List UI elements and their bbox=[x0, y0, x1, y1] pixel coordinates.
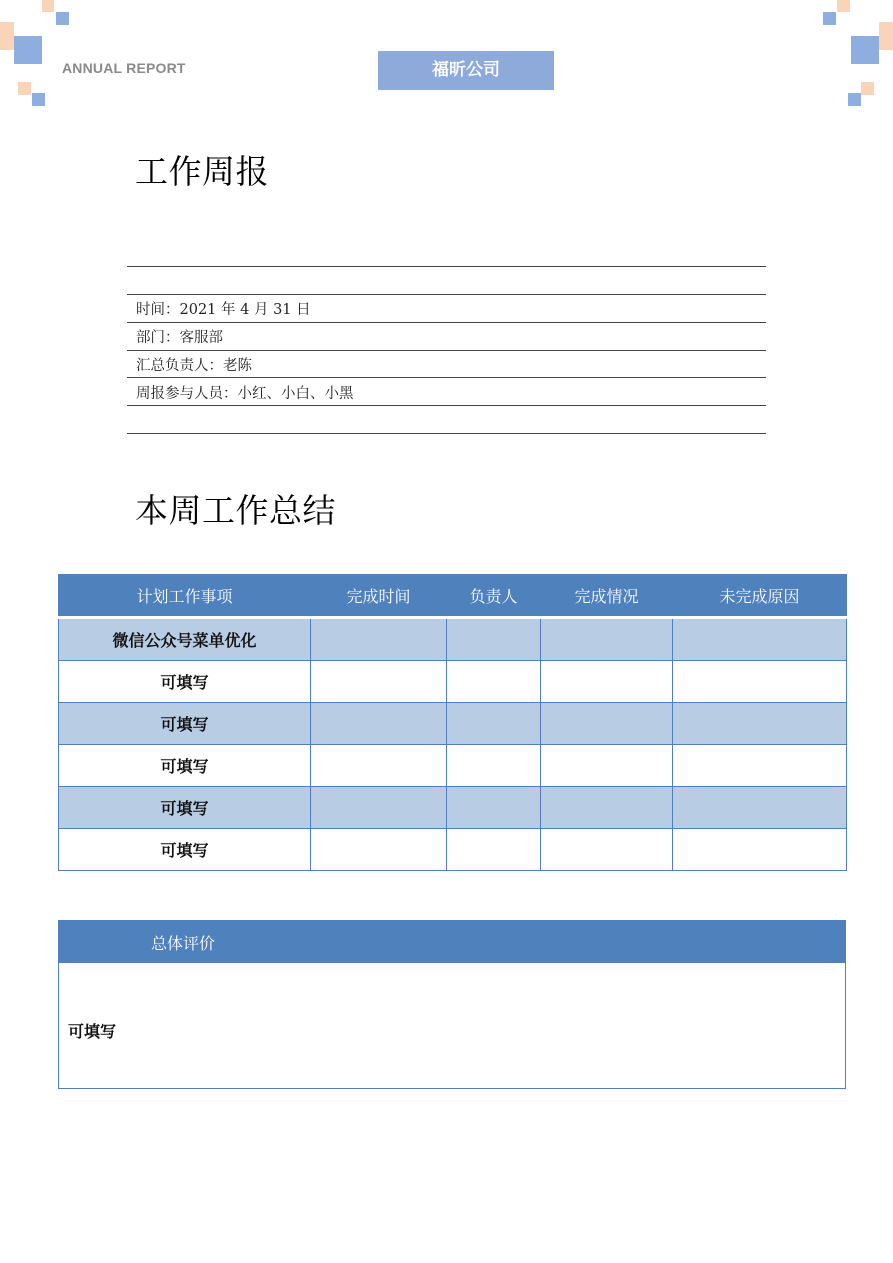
table-cell[interactable]: 可填写 bbox=[59, 787, 311, 829]
decor-square bbox=[837, 0, 850, 12]
divider bbox=[127, 266, 766, 267]
divider bbox=[127, 377, 766, 378]
decor-square bbox=[879, 22, 893, 50]
table-header-row bbox=[59, 574, 847, 618]
table-cell[interactable] bbox=[311, 745, 447, 787]
decor-square bbox=[851, 36, 879, 64]
table-row bbox=[59, 829, 847, 871]
table-cell[interactable] bbox=[673, 703, 847, 745]
evaluation-header: 总体评价 bbox=[59, 921, 845, 963]
info-department: 部门：客服部 bbox=[136, 330, 223, 346]
decor-square bbox=[14, 36, 42, 64]
table-cell[interactable] bbox=[673, 661, 847, 703]
company-badge: 福昕公司 bbox=[378, 51, 554, 90]
divider bbox=[127, 322, 766, 323]
overall-evaluation-box bbox=[58, 920, 846, 1089]
table-cell[interactable] bbox=[447, 703, 541, 745]
annual-report-label: ANNUAL REPORT bbox=[62, 60, 186, 76]
decor-square bbox=[823, 12, 836, 25]
table-cell[interactable] bbox=[541, 618, 673, 661]
table-cell[interactable] bbox=[673, 829, 847, 871]
table-cell[interactable] bbox=[447, 745, 541, 787]
table-row bbox=[59, 661, 847, 703]
table-cell[interactable] bbox=[541, 829, 673, 871]
section-title: 本周工作总结 bbox=[135, 491, 336, 530]
info-members: 周报参与人员：小红、小白、小黑 bbox=[136, 386, 354, 402]
evaluation-body[interactable]: 可填写 bbox=[68, 1022, 117, 1041]
table-cell[interactable]: 可填写 bbox=[59, 703, 311, 745]
table-cell[interactable]: 可填写 bbox=[59, 745, 311, 787]
decor-square bbox=[42, 0, 54, 12]
table-cell[interactable] bbox=[311, 618, 447, 661]
table-cell[interactable] bbox=[311, 787, 447, 829]
table-cell[interactable] bbox=[447, 829, 541, 871]
table-row bbox=[59, 745, 847, 787]
table-cell[interactable] bbox=[311, 703, 447, 745]
table-cell[interactable] bbox=[673, 618, 847, 661]
column-header: 未完成原因 bbox=[673, 574, 847, 618]
table-cell[interactable] bbox=[311, 829, 447, 871]
column-header: 计划工作事项 bbox=[59, 574, 311, 618]
decor-square bbox=[861, 82, 874, 95]
table-row bbox=[59, 787, 847, 829]
table-cell[interactable] bbox=[447, 618, 541, 661]
divider bbox=[127, 294, 766, 295]
divider bbox=[127, 433, 766, 434]
table-cell[interactable] bbox=[541, 661, 673, 703]
table-cell[interactable]: 可填写 bbox=[59, 829, 311, 871]
info-time: 时间：2021 年 4 月 31 日 bbox=[136, 302, 311, 318]
decor-square bbox=[56, 12, 69, 25]
table-row bbox=[59, 618, 847, 661]
column-header: 完成时间 bbox=[311, 574, 447, 618]
table-row bbox=[59, 703, 847, 745]
decor-square bbox=[848, 93, 861, 106]
table-cell[interactable]: 可填写 bbox=[59, 661, 311, 703]
table-cell[interactable] bbox=[447, 787, 541, 829]
decor-square bbox=[0, 22, 14, 50]
table-cell[interactable] bbox=[673, 745, 847, 787]
divider bbox=[127, 350, 766, 351]
work-summary-table bbox=[58, 574, 847, 871]
table-cell[interactable] bbox=[673, 787, 847, 829]
page-title: 工作周报 bbox=[135, 152, 269, 191]
decor-square bbox=[18, 82, 31, 95]
table-cell[interactable] bbox=[541, 703, 673, 745]
table-cell[interactable]: 微信公众号菜单优化 bbox=[59, 618, 311, 661]
table-cell[interactable] bbox=[541, 787, 673, 829]
table-cell[interactable] bbox=[311, 661, 447, 703]
info-lead: 汇总负责人：老陈 bbox=[136, 358, 252, 374]
column-header: 完成情况 bbox=[541, 574, 673, 618]
divider bbox=[127, 405, 766, 406]
decor-square bbox=[32, 93, 45, 106]
column-header: 负责人 bbox=[447, 574, 541, 618]
table-cell[interactable] bbox=[447, 661, 541, 703]
table-cell[interactable] bbox=[541, 745, 673, 787]
